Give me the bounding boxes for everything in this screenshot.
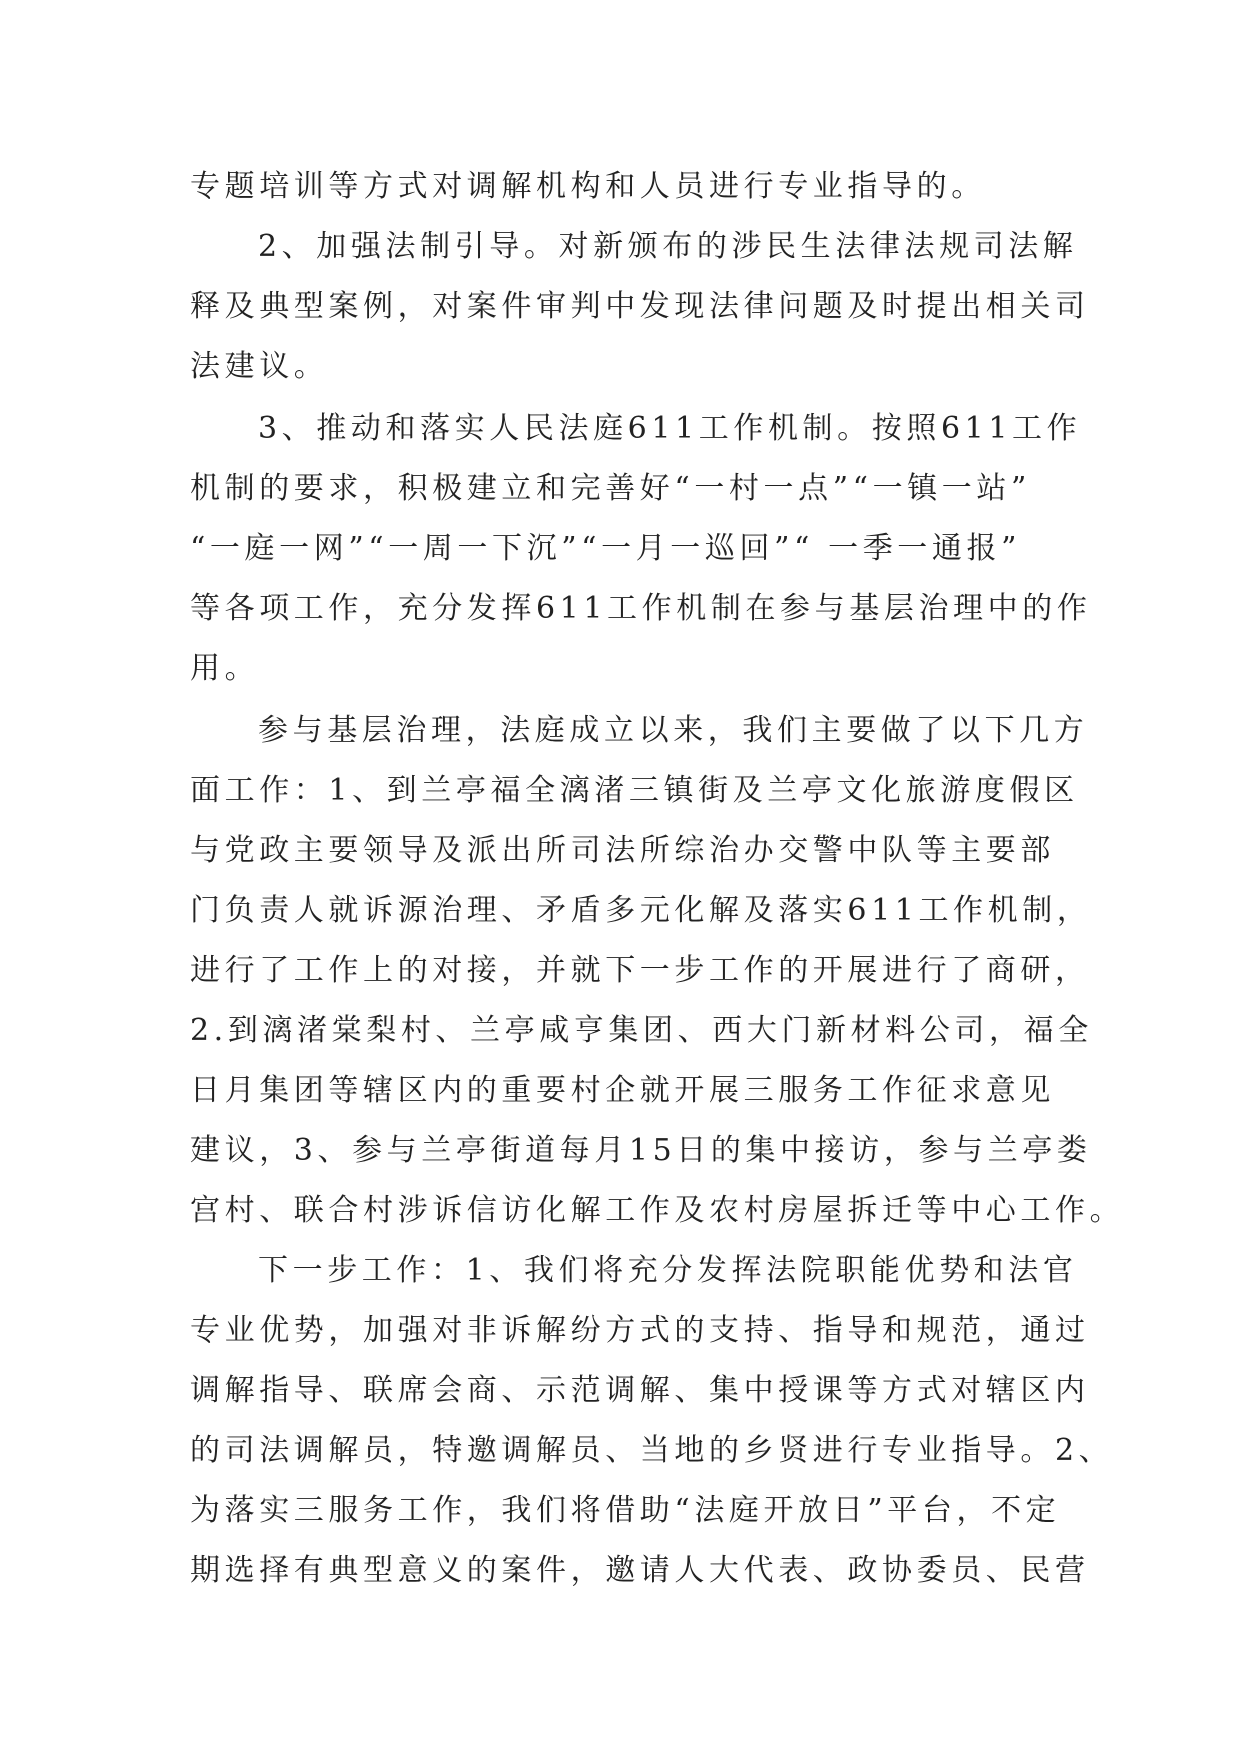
text-line: 专题培训等方式对调解机构和人员进行专业指导的。	[190, 169, 986, 204]
text-line: 日月集团等辖区内的重要村企就开展三服务工作征求意见	[190, 1073, 1055, 1108]
text-line: 2、加强法制引导。对新颁布的涉民生法律法规司法解	[258, 229, 1078, 264]
text-line: 宫村、联合村涉诉信访化解工作及农村房屋拆迁等中心工作。	[190, 1193, 1125, 1228]
text-line: 用。	[190, 651, 260, 686]
text-line: 进行了工作上的对接，并就下一步工作的开展进行了商研，	[190, 953, 1090, 988]
text-line: 的司法调解员，特邀调解员、当地的乡贤进行专业指导。2、	[190, 1433, 1114, 1468]
text-line: 与党政主要领导及派出所司法所综治办交警中队等主要部	[190, 833, 1055, 868]
text-line: 门负责人就诉源治理、矛盾多元化解及落实611工作机制，	[190, 893, 1092, 928]
text-line: 为落实三服务工作，我们将借助“法庭开放日”平台，不定	[190, 1493, 1061, 1528]
text-line: 调解指导、联席会商、示范调解、集中授课等方式对辖区内	[190, 1373, 1090, 1408]
text-line: 专业优势，加强对非诉解纷方式的支持、指导和规范，通过	[190, 1313, 1090, 1348]
text-line: 机制的要求，积极建立和完善好“一村一点”“一镇一站”	[190, 471, 1031, 506]
text-line: 等各项工作，充分发挥611工作机制在参与基层治理中的作	[190, 591, 1092, 626]
document-body	[190, 157, 1125, 1601]
text-line: 法建议。	[190, 349, 329, 384]
text-line: 参与基层治理，法庭成立以来，我们主要做了以下几方	[258, 713, 1089, 748]
text-line: “一庭一网”“一周一下沉”“一月一巡回”“ 一季一通报”	[190, 531, 1022, 566]
text-line: 面工作：1、到兰亭福全漓渚三镇街及兰亭文化旅游度假区	[190, 773, 1079, 808]
text-line: 3、推动和落实人民法庭611工作机制。按照611工作	[258, 411, 1082, 446]
text-line: 2.到漓渚棠梨村、兰亭咸亨集团、西大门新材料公司，福全	[190, 1013, 1093, 1048]
text-line: 期选择有典型意义的案件，邀请人大代表、政协委员、民营	[190, 1553, 1090, 1588]
text-line: 建议，3、参与兰亭街道每月15日的集中接访，参与兰亭娄	[190, 1133, 1092, 1168]
text-line: 下一步工作：1、我们将充分发挥法院职能优势和法官	[258, 1253, 1078, 1288]
text-line: 释及典型案例，对案件审判中发现法律问题及时提出相关司	[190, 289, 1090, 324]
